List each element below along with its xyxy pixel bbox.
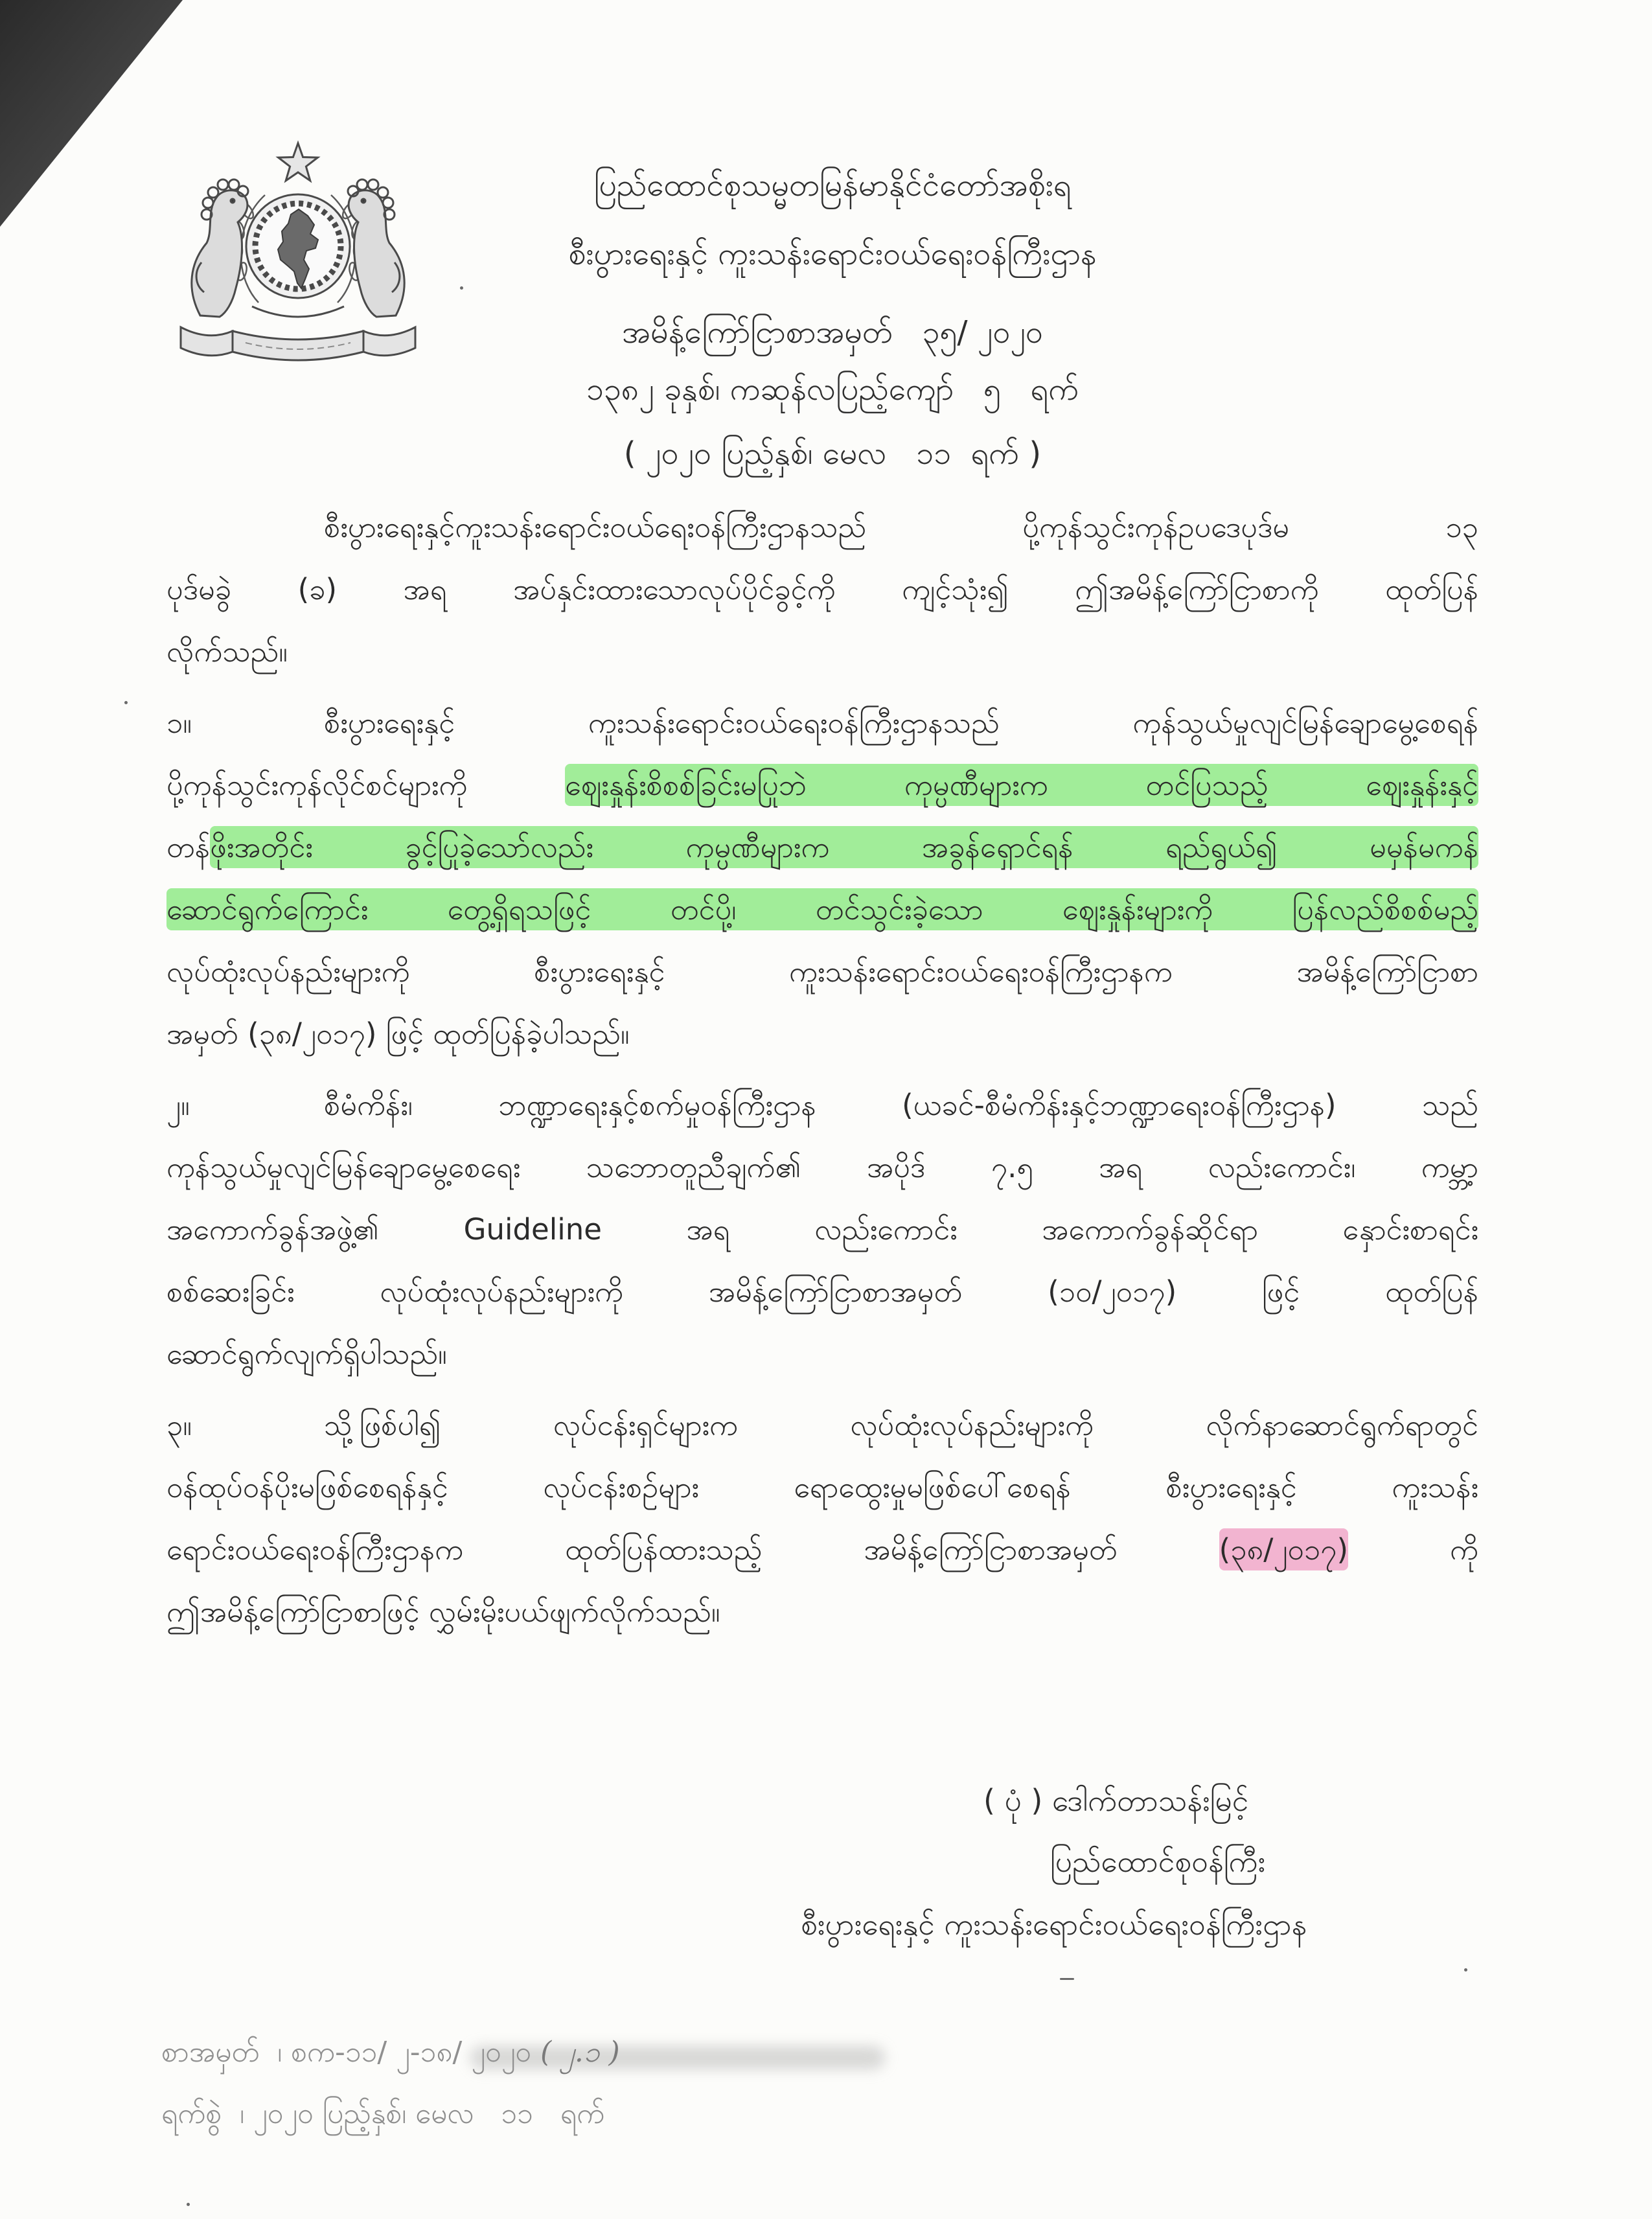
paragraph-line xyxy=(166,879,1478,941)
scan-speck xyxy=(460,286,463,290)
text-run: ရောင်းဝယ်ရေးဝန်ကြီးဌာနက ထုတ်ပြန်ထားသည့် အမိန့်ကြော်ငြာစာအမှတ် xyxy=(166,1532,1219,1567)
text-run: စစ်ဆေးခြင်း လုပ်ထုံးလုပ်နည်းများကို အမိန့်ကြော်ငြာစာအမှတ် (၁၀/၂၀၁၇) ဖြင့် ထုတ်ပြန် xyxy=(166,1274,1478,1309)
scan-speck xyxy=(187,2203,190,2206)
order-label: အမိန့်ကြော်ငြာစာအမှတ် xyxy=(622,314,893,351)
paragraph-number: ၂။ xyxy=(166,1088,190,1122)
date-line xyxy=(161,2085,604,2143)
intro-paragraph xyxy=(166,496,1478,683)
text-run: ကို xyxy=(1348,1532,1478,1567)
date-label: ရက်စွဲ xyxy=(161,2097,222,2130)
paragraph-line xyxy=(166,1074,1478,1136)
order-number: ၃၅/ ၂၀၂၀ xyxy=(922,314,1043,351)
paragraph-number: ၃။ xyxy=(166,1408,192,1442)
paragraph-line xyxy=(166,1394,1478,1456)
paragraph-line xyxy=(166,754,1478,816)
numbered-paragraph xyxy=(166,1074,1478,1385)
gregorian-date: ( ၂၀၂၀ ပြည့်နှစ်၊ မေလ ၁၁ ရက် ) xyxy=(623,435,1042,472)
paragraph-line xyxy=(166,1323,1478,1385)
reference-handwritten: ( ၂.၁ ) xyxy=(540,2036,620,2069)
paragraph-line xyxy=(166,621,1478,683)
text-run: ပုဒ်မခွဲ (ခ) အရ အပ်နှင်းထားသောလုပ်ပိုင်ခွင့်ကို ကျင့်သုံး၍ ဤအမိန့်ကြော်ငြာစာကို ထုတ်ပြန် xyxy=(166,572,1478,606)
paragraph-line xyxy=(166,1581,1478,1643)
paragraph-line xyxy=(166,941,1478,1003)
order-number-line xyxy=(6,301,1652,363)
signatory-line xyxy=(983,1769,1248,1832)
reference-line xyxy=(161,2023,620,2082)
text-run: တန် xyxy=(166,830,211,864)
scan-speck xyxy=(124,701,128,704)
text-run: အကောက်ခွန်အဖွဲ့၏ Guideline အရ လည်းကောင်း အကောက်ခွန်ဆိုင်ရာ နှောင်းစာရင်း xyxy=(166,1212,1478,1247)
government-title: ပြည်ထောင်စုသမ္မတမြန်မာနိုင်ငံတော်အစိုးရ xyxy=(593,167,1072,203)
text-run: စီမံကိန်း၊ ဘဏ္ဍာရေးနှင့်စက်မှုဝန်ကြီးဌာန (ယခင်-စီမံကိန်းနှင့်ဘဏ္ဍာရေးဝန်ကြီးဌာန) သည် xyxy=(324,1088,1478,1122)
paragraph-line xyxy=(166,692,1478,754)
signatory-ministry: စီးပွားရေးနှင့် ကူးသန်းရောင်းဝယ်ရေးဝန်ကြီးဌာန xyxy=(801,1907,1307,1942)
paragraph-line xyxy=(166,1003,1478,1065)
reference-value: ၊ စက-၁၁/ ၂-၁၈/ ၂၀၂၀ xyxy=(277,2036,532,2069)
signatory-title: ပြည်ထောင်စုဝန်ကြီး xyxy=(1050,1844,1266,1879)
ministry-title: စီးပွားရေးနှင့် ကူးသန်းရောင်းဝယ်ရေးဝန်ကြီးဌာန xyxy=(568,236,1097,272)
paragraph-line xyxy=(166,1519,1478,1581)
paragraph-line xyxy=(166,1136,1478,1199)
text-run: ပို့ကုန်သွင်းကုန်လိုင်စင်များကို xyxy=(166,768,566,802)
text-run: ဤအမိန့်ကြော်ငြာစာဖြင့် လွှမ်းမိုးပယ်ဖျက်လိုက်သည်။ xyxy=(166,1594,720,1629)
date-value: ၊ ၂၀၂၀ ပြည့်နှစ်၊ မေလ ၁၁ ရက် xyxy=(240,2097,605,2130)
paragraph-line xyxy=(166,816,1478,879)
paragraph-line xyxy=(166,1199,1478,1261)
paragraph-line xyxy=(166,496,1478,558)
scan-dash xyxy=(1060,1978,1074,1980)
text-run: စီးပွားရေးနှင့်ကူးသန်းရောင်းဝယ်ရေးဝန်ကြီးဌာနသည် ပို့ကုန်သွင်းကုန်ဥပဒေပုဒ်မ ၁၃ xyxy=(324,510,1478,544)
text-run: လုပ်ထုံးလုပ်နည်းများကို စီးပွားရေးနှင့် ကူးသန်းရောင်းဝယ်ရေးဝန်ကြီးဌာနက အမိန့်ကြော်ငြာစာ xyxy=(166,954,1478,989)
text-run: ကုန်သွယ်မှုလျင်မြန်ချောမွေ့စေရေး သဘောတူညီချက်၏ အပိုဒ် ၇.၅ အရ လည်းကောင်း၊ ကမ္ဘာ့ xyxy=(166,1150,1478,1184)
text-run: ဆောင်ရွက်လျက်ရှိပါသည်။ xyxy=(166,1337,447,1371)
body xyxy=(166,496,1478,1643)
paragraph-line xyxy=(166,558,1478,621)
text-run: သို့ဖြစ်ပါ၍ လုပ်ငန်းရှင်များက လုပ်ထုံးလုပ်နည်းများကို လိုက်နာဆောင်ရွက်ရာတွင် xyxy=(324,1408,1478,1442)
numbered-paragraph xyxy=(166,692,1478,1065)
paragraph-number: ၁။ xyxy=(166,706,192,740)
scan-speck xyxy=(1464,1968,1467,1972)
text-run: ဝန်ထုပ်ဝန်ပိုးမဖြစ်စေရန်နှင့် လုပ်ငန်းစဉ်များ ရောထွေးမှုမဖြစ်ပေါ်စေရန် စီးပွားရေးနှင့် ကူးသန်း xyxy=(166,1470,1478,1504)
highlighted-text: (၃၈/၂၀၁၇) xyxy=(1219,1528,1348,1570)
highlighted-text: ဆောင်ရွက်ကြောင်း တွေ့ရှိရသဖြင့် တင်ပို့၊ တင်သွင်းခဲ့သော ဈေးနှုန်းများကို ပြန်လည်စိစစ်မည့် xyxy=(166,888,1478,930)
myanmar-date: ၁၃၈၂ ခုနှစ်၊ ကဆုန်လပြည့်ကျော် ၅ ရက် xyxy=(586,371,1079,408)
paragraph-line xyxy=(166,1261,1478,1323)
text-run: စီးပွားရေးနှင့် ကူးသန်းရောင်းဝယ်ရေးဝန်ကြီးဌာနသည် ကုန်သွယ်မှုလျင်မြန်ချောမွေ့စေရန် xyxy=(324,706,1478,740)
highlighted-text: ဈေးနှုန်းစိစစ်ခြင်းမပြုဘဲ ကုမ္ပဏီများက တင်ပြသည့် ဈေးနှုန်းနှင့် xyxy=(565,764,1478,806)
highlighted-text: ဖိုးအတိုင်း ခွင့်ပြုခဲ့သော်လည်း ကုမ္ပဏီများက အခွန်ရှောင်ရန် ရည်ရွယ်၍ မမှန်မကန် xyxy=(210,826,1478,868)
numbered-paragraph xyxy=(166,1394,1478,1643)
text-run: အမှတ် (၃၈/၂၀၁၇) ဖြင့် ထုတ်ပြန်ခဲ့ပါသည်။ xyxy=(166,1017,630,1051)
paragraph-line xyxy=(166,1456,1478,1519)
signatory-name: ဒေါက်တာသန်းမြင့် xyxy=(1052,1783,1249,1818)
signed-mark: ( ပုံ ) xyxy=(983,1783,1043,1818)
reference-label: စာအမှတ် xyxy=(161,2036,260,2069)
text-run: လိုက်သည်။ xyxy=(166,634,288,669)
